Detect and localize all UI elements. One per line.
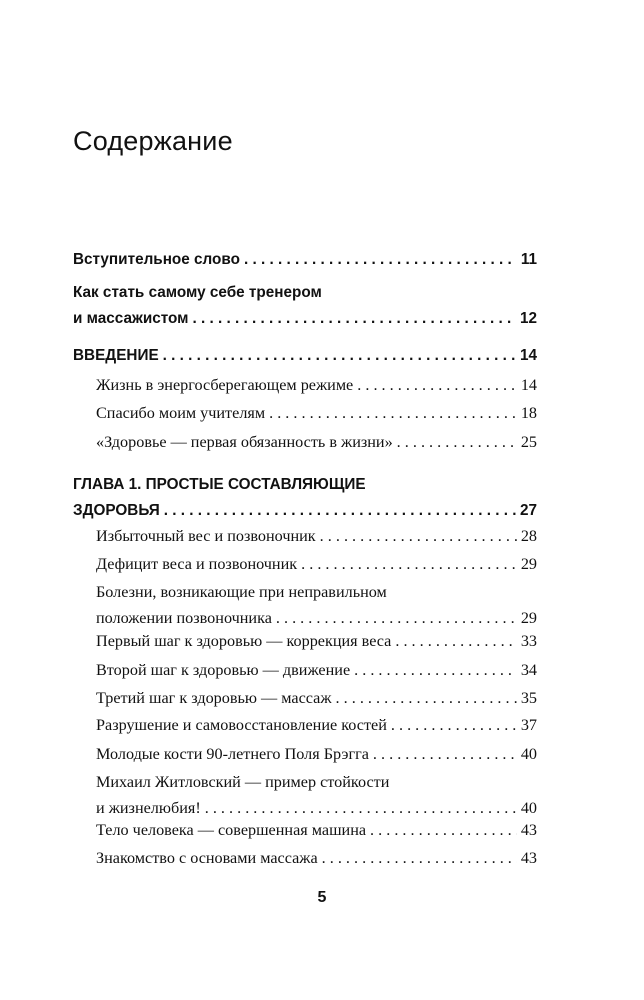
toc-entry[interactable]: [73, 280, 537, 332]
page-title: Содержание: [73, 126, 233, 156]
toc-entry-title: Первый шаг к здоровью — коррекция веса: [96, 632, 392, 650]
toc-entry-title: Дефицит веса и позвоночник: [96, 555, 298, 573]
toc-leader-dots: [397, 429, 517, 455]
toc-leader-dots: [354, 657, 517, 683]
toc-leader-dots: [391, 712, 517, 738]
toc-entry-page: 33: [520, 632, 537, 650]
toc-leader-dots: [301, 551, 517, 577]
toc-entry[interactable]: [73, 247, 537, 273]
toc-entry-line: [96, 579, 537, 605]
toc-leader-dots: [163, 343, 516, 369]
toc-entry-line: [96, 685, 537, 711]
toc-leader-dots: [322, 845, 517, 871]
toc-entry-title: Жизнь в энергосберегающем режиме: [96, 376, 354, 394]
toc-entry-title: Михаил Житловский — пример стойкости: [96, 773, 390, 791]
toc-entry-line: [96, 372, 537, 398]
toc-entry-line: [96, 712, 537, 738]
toc-leader-dots: [320, 523, 517, 549]
toc-entry-page: 14: [520, 376, 537, 394]
toc-entry[interactable]: [73, 472, 537, 524]
toc-entry-title: ВВЕДЕНИЕ: [73, 347, 159, 364]
toc-entry-line: [96, 741, 537, 767]
toc-entry-line: [73, 343, 537, 369]
toc-entry-line: [96, 551, 537, 577]
toc-entry[interactable]: [96, 579, 537, 631]
toc-entry-page: 40: [520, 745, 537, 763]
toc-entry-title: Третий шаг к здоровью — массаж: [96, 689, 332, 707]
toc-entry-page: 25: [520, 433, 537, 451]
toc-entry-line: [73, 498, 537, 524]
toc-entry-line: [96, 845, 537, 871]
toc-entry-title: и массажистом: [73, 310, 189, 327]
toc-entry-page: 27: [519, 502, 537, 519]
toc-entry-page: 35: [520, 689, 537, 707]
toc-entry[interactable]: [96, 685, 537, 711]
toc-entry-line: [96, 523, 537, 549]
toc-entry[interactable]: [96, 551, 537, 577]
toc-entry[interactable]: [96, 657, 537, 683]
toc-entry-line: [96, 657, 537, 683]
toc-entry[interactable]: [96, 769, 537, 821]
toc-entry[interactable]: [96, 845, 537, 871]
toc-entry-title: Спасибо моим учителям: [96, 404, 266, 422]
toc-entry[interactable]: [96, 400, 537, 426]
toc-entry-page: 29: [520, 555, 537, 573]
toc-entry-title: Как стать самому себе тренером: [73, 284, 322, 301]
toc-entry-title: Разрушение и самовосстановление костей: [96, 716, 387, 734]
toc-entry-page: 34: [520, 661, 537, 679]
toc-entry-page: 43: [520, 821, 537, 839]
toc-entry[interactable]: [96, 429, 537, 455]
toc-entry-title: Избыточный вес и позвоночник: [96, 527, 316, 545]
toc-entry-title: Тело человека — совершенная машина: [96, 821, 367, 839]
toc-leader-dots: [269, 400, 517, 426]
toc-entry-line: [73, 247, 537, 273]
toc-entry-page: 18: [520, 404, 537, 422]
toc-entry[interactable]: [96, 741, 537, 767]
toc-entry-title: Второй шаг к здоровью — движение: [96, 661, 351, 679]
toc-entry-page: 37: [520, 716, 537, 734]
toc-entry-title: Вступительное слово: [73, 251, 240, 268]
toc-leader-dots: [193, 306, 516, 332]
toc-entry-title: «Здоровье — первая обязанность в жизни»: [96, 433, 393, 451]
toc-entry-title: ГЛАВА 1. ПРОСТЫЕ СОСТАВЛЯЮЩИЕ: [73, 476, 366, 493]
toc-entry-page: 29: [520, 609, 537, 627]
toc-leader-dots: [395, 628, 516, 654]
toc-entry-line: [73, 306, 537, 332]
toc-entry-page: 43: [520, 849, 537, 867]
toc-entry-page: 28: [520, 527, 537, 545]
toc-entry-line: [73, 472, 537, 498]
toc-entry-line: [96, 429, 537, 455]
toc-entry-line: [96, 400, 537, 426]
page-number: 5: [317, 889, 327, 906]
toc-entry[interactable]: [73, 343, 537, 369]
toc-entry-title: ЗДОРОВЬЯ: [73, 502, 160, 519]
toc-leader-dots: [370, 817, 517, 843]
toc-entry-page: 11: [520, 251, 537, 268]
toc-leader-dots: [164, 498, 516, 524]
toc-entry-line: [73, 280, 537, 306]
toc-leader-dots: [357, 372, 517, 398]
toc-entry-line: [96, 817, 537, 843]
toc-leader-dots: [336, 685, 517, 711]
toc-entry[interactable]: [96, 628, 537, 654]
toc-leader-dots: [244, 247, 517, 273]
toc-entry-title: положении позвоночника: [96, 609, 272, 627]
toc-entry-page: 12: [519, 310, 537, 327]
toc-entry-line: [96, 769, 537, 795]
toc-entry-page: 14: [519, 347, 537, 364]
toc-entry-title: Болезни, возникающие при неправильном: [96, 583, 387, 601]
toc-leader-dots: [373, 741, 517, 767]
toc-entry-page: 40: [520, 799, 537, 817]
toc-entry-title: и жизнелюбия!: [96, 799, 201, 817]
toc-entry[interactable]: [96, 712, 537, 738]
toc-entry[interactable]: [96, 817, 537, 843]
toc-entry[interactable]: [96, 523, 537, 549]
toc-entry-title: Знакомство с основами массажа: [96, 849, 318, 867]
toc-entry-title: Молодые кости 90-летнего Поля Брэгга: [96, 745, 369, 763]
toc-entry-line: [96, 628, 537, 654]
toc-entry[interactable]: [96, 372, 537, 398]
